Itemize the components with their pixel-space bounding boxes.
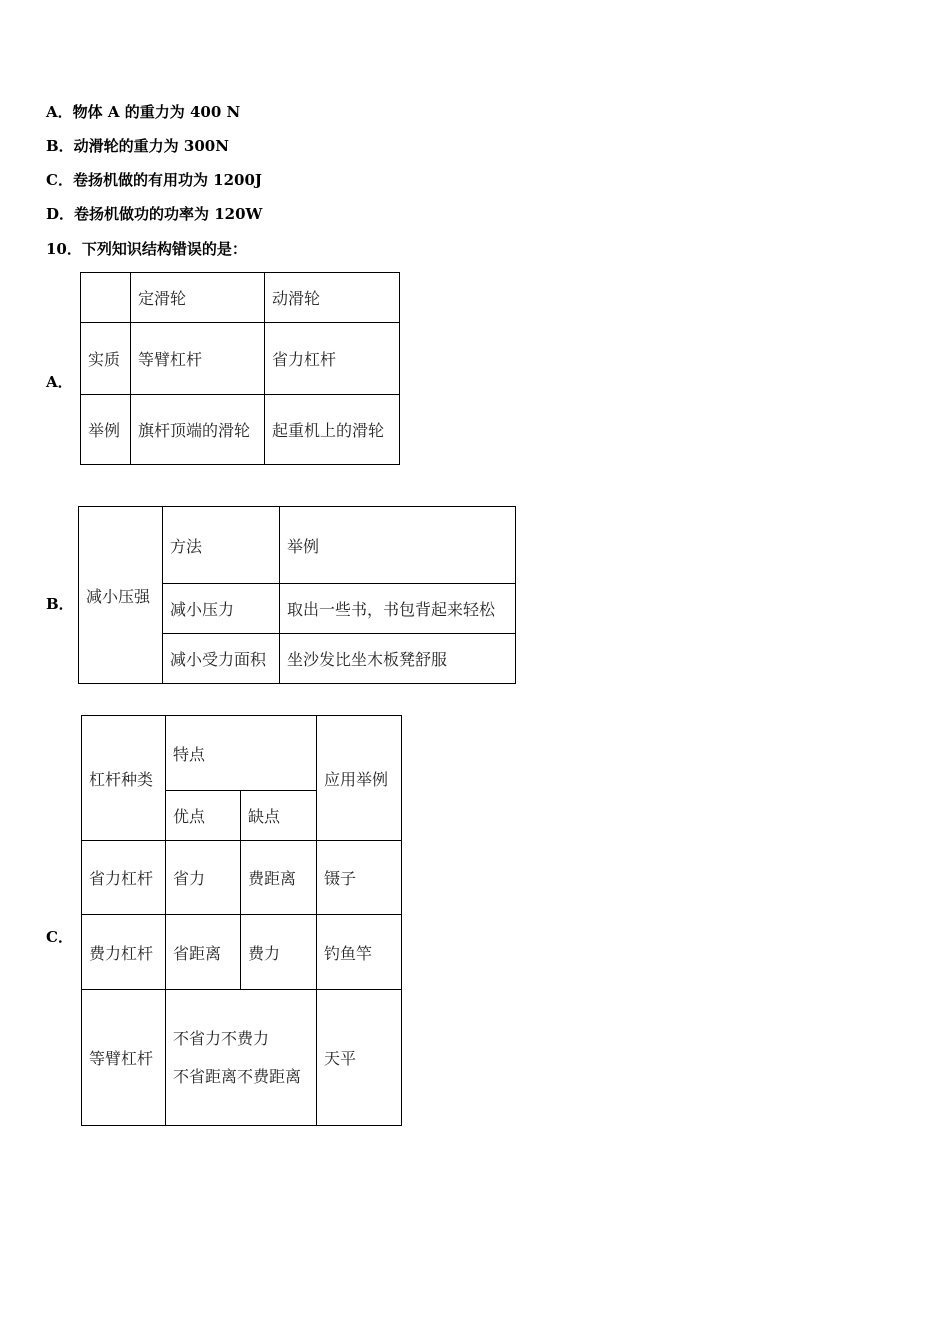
table-cell: 杠杆种类 [82, 716, 166, 841]
table-cell: 省力 [166, 841, 241, 915]
feature-line-1: 不省力不费力 [173, 1028, 270, 1048]
table-cell: 应用举例 [317, 716, 402, 841]
table-row [81, 395, 400, 465]
table-cell: 缺点 [241, 791, 317, 841]
option-d-q9: D．卷扬机做功的功率为 120W [46, 205, 263, 223]
table-cell: 省力杠杆 [82, 841, 166, 915]
table-cell: 举例 [81, 395, 131, 465]
table-cell: 优点 [166, 791, 241, 841]
table-cell: 镊子 [317, 841, 402, 915]
table-cell: 省距离 [166, 915, 241, 990]
table-cell: 实质 [81, 323, 131, 395]
table-row [82, 716, 402, 791]
table-cell: 旗杆顶端的滑轮 [131, 395, 265, 465]
table-row [82, 990, 402, 1126]
pressure-table [78, 506, 516, 684]
option-a-q9: A．物体 A 的重力为 400 N [46, 103, 241, 121]
table-cell: 方法 [163, 507, 280, 584]
table-cell: 费力 [241, 915, 317, 990]
option-c-q9: C．卷扬机做的有用功为 1200J [46, 171, 263, 189]
table-cell: 特点 [166, 716, 317, 791]
table-cell: 减小压强 [79, 507, 163, 684]
table-cell: 天平 [317, 990, 402, 1126]
table-cell [81, 273, 131, 323]
table-cell: 减小受力面积 [163, 634, 280, 684]
table-cell: 费距离 [241, 841, 317, 915]
table-cell: 等臂杠杆 [82, 990, 166, 1126]
feature-line-2: 不省距离不费距离 [173, 1066, 302, 1086]
table-cell: 坐沙发比坐木板凳舒服 [280, 634, 516, 684]
table-row [81, 273, 400, 323]
lever-table [81, 715, 402, 1126]
table-row [82, 841, 402, 915]
table-cell: 动滑轮 [265, 273, 400, 323]
question-10-text: 10．下列知识结构错误的是： [46, 240, 247, 258]
table-row [79, 507, 516, 584]
pulley-table [80, 272, 400, 465]
option-c-label: C． [46, 928, 73, 946]
option-b-q9: B．动滑轮的重力为 300N [46, 137, 229, 155]
table-cell: 举例 [280, 507, 516, 584]
table-cell: 费力杠杆 [82, 915, 166, 990]
table-cell: 起重机上的滑轮 [265, 395, 400, 465]
table-cell: 减小压力 [163, 584, 280, 634]
option-b-label: B． [46, 595, 74, 613]
table-row [81, 323, 400, 395]
table-cell: 定滑轮 [131, 273, 265, 323]
option-a-label: A． [46, 373, 73, 391]
table-row [82, 915, 402, 990]
table-cell: 等臂杠杆 [131, 323, 265, 395]
table-cell [166, 990, 317, 1126]
table-cell: 省力杠杆 [265, 323, 400, 395]
table-cell: 钓鱼竿 [317, 915, 402, 990]
table-cell: 取出一些书，书包背起来轻松 [280, 584, 516, 634]
